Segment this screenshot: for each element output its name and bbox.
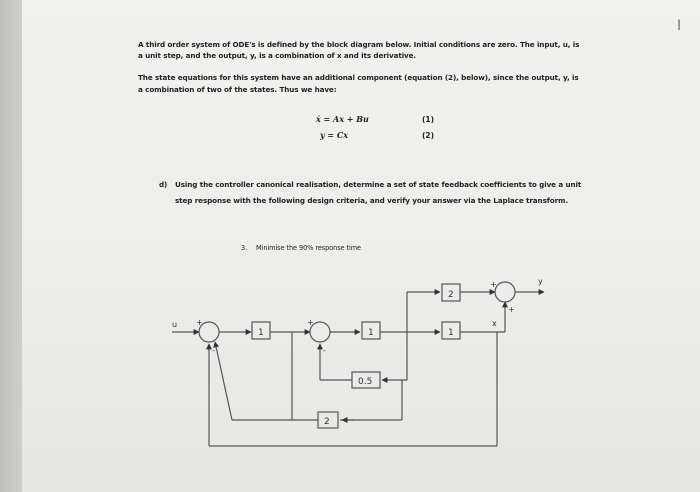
intro-line-2: a unit step, and the output, y, is a combination of x and its derivative. bbox=[138, 51, 417, 60]
state-line-2: a combination of two of the states. Thus we have: bbox=[138, 85, 337, 94]
sum2-plus-sign: + bbox=[307, 318, 314, 327]
part-d-label: d) bbox=[159, 180, 168, 189]
output-equation: y = Cx bbox=[320, 130, 349, 140]
feedback-line bbox=[215, 342, 232, 420]
integrator-1-label: 1 bbox=[258, 328, 264, 338]
sum3-plus-sign: + bbox=[490, 280, 497, 289]
state-label-x: x bbox=[492, 319, 497, 328]
criterion-number: 3. bbox=[241, 244, 248, 252]
part-d-line-2: step response with the following design criteria, and verify your answer via the Laplace transform. bbox=[175, 196, 569, 205]
equation-2-number: (2) bbox=[422, 131, 435, 140]
input-label-u: u bbox=[172, 320, 178, 329]
integrator-2-label: 1 bbox=[368, 328, 374, 338]
intro-line-1: A third order system of ODE's is defined by the block diagram below. Initial conditions are zero. The input, u, is bbox=[138, 40, 580, 49]
output-gain-label: 2 bbox=[448, 290, 454, 300]
sum1-minus-sign: - bbox=[212, 346, 215, 355]
text-cursor-icon: I bbox=[677, 18, 682, 34]
sum2-minus-sign: - bbox=[323, 346, 326, 355]
integrator-3-label: 1 bbox=[448, 328, 454, 338]
feedback-gain-05-label: 0.5 bbox=[358, 377, 373, 387]
feedback-gain-2-label: 2 bbox=[324, 417, 330, 427]
document-page bbox=[22, 0, 700, 492]
block-diagram bbox=[22, 0, 700, 492]
sum1-plus-sign: + bbox=[196, 318, 203, 327]
sum3-plus-sign-lower: + bbox=[508, 305, 515, 314]
equation-1-number: (1) bbox=[422, 115, 435, 124]
summing-junction-3 bbox=[495, 282, 515, 302]
criterion-text: Minimise the 90% response time bbox=[256, 244, 361, 252]
output-label-y: y bbox=[538, 277, 543, 286]
state-line-1: The state equations for this system have an additional component (equation (2), below), since the output, y, is bbox=[138, 73, 579, 82]
state-equation: ẋ = Ax + Bu bbox=[316, 114, 369, 124]
page-shadow bbox=[0, 0, 22, 492]
part-d-line-1: Using the controller canonical realisation, determine a set of state feedback coefficients to give a unit bbox=[175, 180, 582, 189]
